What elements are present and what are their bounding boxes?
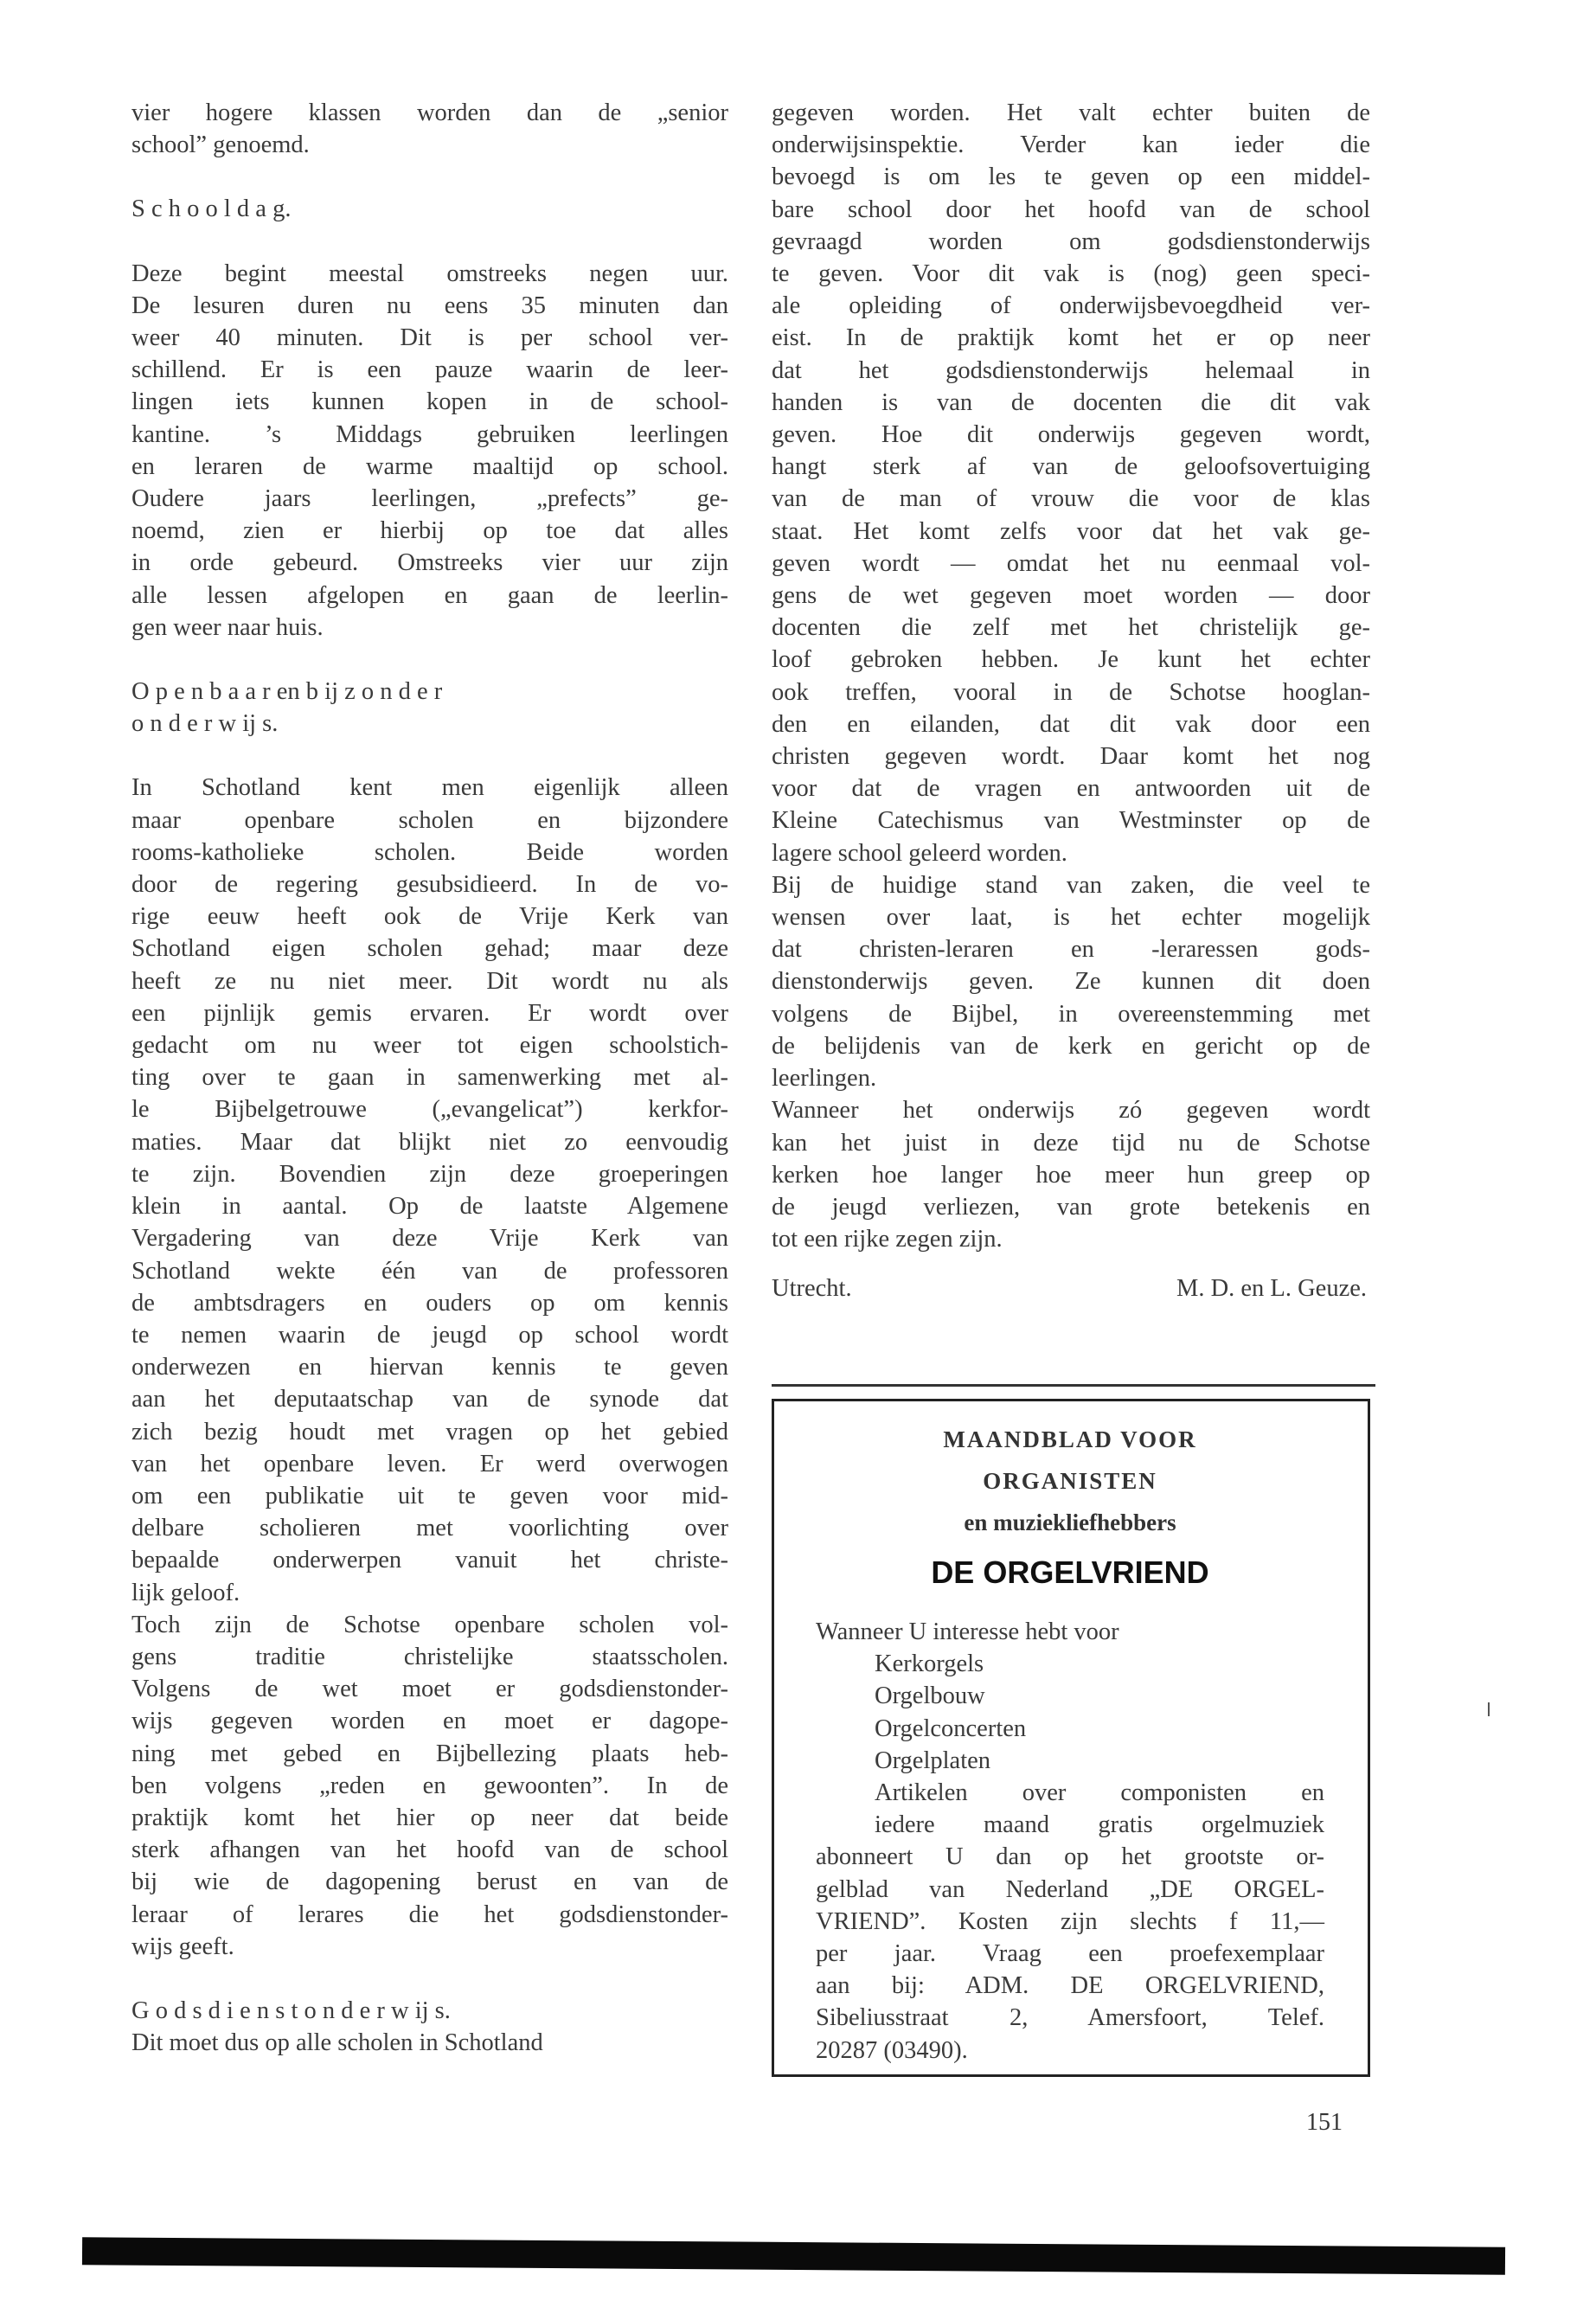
text-line: te nemen waarin de jeugd op school wordt (131, 1321, 728, 1349)
text-line: lijk geloof. (131, 1579, 240, 1606)
text-line: wijs gegeven worden en moet er dagope- (131, 1708, 728, 1735)
text-line: le Bijbelgetrouwe („evangelicat”) kerkfor- (131, 1096, 728, 1124)
text-line: kerken hoe langer hoe meer hun greep op (772, 1161, 1370, 1189)
text-line: leerlingen. (772, 1065, 877, 1093)
text-line: kantine. ’s Middags gebruiken leerlingen (131, 420, 728, 448)
text-line: om een publikatie uit te geven voor mid- (131, 1482, 728, 1509)
text-line: gen weer naar huis. (131, 613, 324, 641)
separator-rule (772, 1384, 1375, 1387)
ad-line: Sibeliusstraat 2, Amersfoort, Telef. (816, 2004, 1324, 2032)
text-line: loof gebroken hebben. Je kunt het echter (772, 646, 1370, 674)
ad-header-line3: en muziekliefhebbers (964, 1509, 1176, 1535)
text-line: door de regering gesubsidieerd. In de vo- (131, 871, 728, 899)
ad-line: aan bij: ADM. DE ORGELVRIEND, (816, 1972, 1324, 2000)
text-line: bevoegd is om les te geven op een middel- (772, 163, 1370, 191)
right-column (772, 97, 1370, 1305)
text-line: voor dat de vragen en antwoorden uit de (772, 775, 1370, 803)
section-heading: o n d e r w ij s. (131, 710, 279, 738)
ad-header-line1: MAANDBLAD VOOR (943, 1426, 1197, 1452)
left-column (131, 97, 728, 2059)
text-line: volgens de Bijbel, in overeenstemming met (772, 1000, 1370, 1028)
signature-place: Utrecht. (772, 1275, 852, 1303)
text-line: geven. Hoe dit onderwijs gegeven wordt, (772, 421, 1370, 449)
text-line: en leraren de warme maaltijd op school. (131, 452, 728, 480)
text-line: gegeven worden. Het valt echter buiten de (772, 99, 1370, 126)
ad-line: gelblad van Nederland „DE ORGEL- (816, 1875, 1324, 1903)
text-line: gens traditie christelijke staatsscholen. (131, 1643, 728, 1670)
text-line: christen gegeven wordt. Daar komt het nog (772, 743, 1370, 771)
text-line: wensen over laat, is het echter mogelijk (772, 904, 1370, 932)
text-line: docenten die zelf met het christelijk ge- (772, 614, 1370, 642)
paragraph-gap (131, 226, 728, 258)
ad-line: abonneert U dan op het grootste or- (816, 1843, 1324, 1871)
text-line: praktijk komt het hier op neer dat beide (131, 1804, 728, 1831)
text-line: Wanneer het onderwijs zó gegeven wordt (772, 1097, 1370, 1125)
text-line: ook treffen, vooral in de Schotse hooglan- (772, 678, 1370, 706)
ad-line: 20287 (03490). (816, 2036, 968, 2064)
text-line: leraar of lerares die het godsdienstonder- (131, 1900, 728, 1928)
text-line: dienstonderwijs geven. Ze kunnen dit doen (772, 968, 1370, 996)
spacer (772, 1255, 1370, 1272)
ad-topic: Kerkorgels (875, 1650, 984, 1678)
text-line: In Schotland kent men eigenlijk alleen (131, 774, 728, 802)
text-line: staat. Het komt zelfs voor dat het vak ge- (772, 517, 1370, 545)
text-line: te zijn. Bovendien zijn deze groeperingen (131, 1160, 728, 1188)
text-line: Kleine Catechismus van Westminster op de (772, 807, 1370, 835)
text-line: bij wie de dagopening berust en van de (131, 1868, 728, 1896)
text-line: De lesuren duren nu eens 35 minuten dan (131, 292, 728, 319)
footer-bar (82, 2237, 1505, 2274)
text-line: rooms-katholieke scholen. Beide worden (131, 838, 728, 866)
text-line: wijs geeft. (131, 1932, 234, 1960)
text-line: alle lessen afgelopen en gaan de leerlin- (131, 581, 728, 609)
text-line: dat christen-leraren en -leraressen gods- (772, 936, 1370, 964)
text-line: Dit moet dus op alle scholen in Schotland (131, 2029, 543, 2057)
text-line: onderwijsinspektie. Verder kan ieder die (772, 131, 1370, 159)
advertisement-box (772, 1399, 1370, 2077)
ad-topic: Orgelbouw (875, 1682, 985, 1710)
text-line: Schotland eigen scholen gehad; maar deze (131, 935, 728, 963)
signature-authors: M. D. en L. Geuze. (1176, 1275, 1367, 1303)
scan-mark (1488, 1702, 1490, 1716)
text-line: ben volgens „reden en gewoonten”. In de (131, 1772, 728, 1799)
text-line: Toch zijn de Schotse openbare scholen vol- (131, 1611, 728, 1638)
text-line: de jeugd verliezen, van grote betekenis en (772, 1193, 1370, 1221)
text-line: in orde gebeurd. Omstreeks vier uur zijn (131, 549, 728, 577)
section-heading: G o d s d i e n s t o n d e r w ij s. (131, 1997, 451, 2024)
text-line: den en eilanden, dat dit vak door een (772, 710, 1370, 738)
text-line: bepaalde onderwerpen vanuit het christe- (131, 1547, 728, 1574)
ad-line: VRIEND”. Kosten zijn slechts f 11,— (816, 1907, 1324, 1935)
text-line: te geven. Voor dit vak is (nog) geen speci- (772, 260, 1370, 288)
ad-body (816, 1616, 1324, 2067)
text-line: lingen iets kunnen kopen in de school- (131, 388, 728, 416)
text-line: Bij de huidige stand van zaken, die veel te (772, 871, 1370, 899)
text-line: Oudere jaars leerlingen, „prefects” ge- (131, 485, 728, 513)
text-line: handen is van de docenten die dit vak (772, 388, 1370, 416)
text-line: onderwezen en hiervan kennis te geven (131, 1354, 728, 1381)
text-line: gedacht om nu weer tot eigen schoolstich- (131, 1032, 728, 1060)
ad-title: DE ORGELVRIEND (931, 1554, 1209, 1590)
text-line: van het openbare leven. Er werd overwogen (131, 1450, 728, 1477)
text-line: lagere school geleerd worden. (772, 839, 1067, 867)
right-column-text (772, 97, 1370, 1255)
text-line: dat het godsdienstonderwijs helemaal in (772, 356, 1370, 384)
paragraph-gap (131, 1963, 728, 1995)
text-line: noemd, zien er hierbij op toe dat alles (131, 517, 728, 545)
ad-line: per jaar. Vraag een proefexemplaar (816, 1940, 1324, 1968)
ad-header-line2: ORGANISTEN (983, 1468, 1157, 1494)
paragraph-gap (131, 161, 728, 193)
ad-line: iedere maand gratis orgelmuziek (875, 1811, 1324, 1839)
text-line: gens de wet gegeven moet worden — door (772, 582, 1370, 610)
text-line: schillend. Er is een pauze waarin de leer- (131, 356, 728, 384)
text-line: maar openbare scholen en bijzondere (131, 806, 728, 834)
text-line: een pijnlijk gemis ervaren. Er wordt over (131, 999, 728, 1027)
text-line: Vergadering van deze Vrije Kerk van (131, 1225, 728, 1253)
ad-line: Artikelen over componisten en (875, 1779, 1324, 1807)
text-line: sterk afhangen van het hoofd van de school (131, 1836, 728, 1864)
text-line: bare school door het hoofd van de school (772, 195, 1370, 223)
text-line: ale opleiding of onderwijsbevoegdheid ver- (772, 292, 1370, 320)
text-line: van de man of vrouw die voor de klas (772, 485, 1370, 513)
text-line: Volgens de wet moet er godsdienstonder- (131, 1676, 728, 1703)
text-line: school” genoemd. (131, 131, 310, 159)
page-number: 151 (1306, 2109, 1343, 2136)
text-line: geven wordt — omdat het nu eenmaal vol- (772, 549, 1370, 577)
paragraph-gap (131, 644, 728, 676)
text-line: kan het juist in deze tijd nu de Schotse (772, 1129, 1370, 1157)
text-line: delbare scholieren met voorlichting over (131, 1515, 728, 1542)
text-line: Schotland wekte één van de professoren (131, 1257, 728, 1285)
ad-intro: Wanneer U interesse hebt voor (816, 1618, 1119, 1645)
paragraph-gap (131, 740, 728, 772)
signature (772, 1272, 1370, 1304)
text-line: Deze begint meestal omstreeks negen uur. (131, 260, 728, 287)
text-line: rige eeuw heeft ook de Vrije Kerk van (131, 903, 728, 931)
text-line: klein in aantal. Op de laatste Algemene (131, 1193, 728, 1221)
text-line: ting over te gaan in samenwerking met al- (131, 1064, 728, 1092)
text-line: aan het deputaatschap van de synode dat (131, 1386, 728, 1413)
text-line: weer 40 minuten. Dit is per school ver- (131, 324, 728, 352)
text-line: eist. In de praktijk komt het er op neer (772, 324, 1370, 352)
section-heading: S c h o o l d a g. (131, 195, 292, 223)
section-heading: O p e n b a a r en b ij z o n d e r (131, 678, 443, 706)
text-line: ning met gebed en Bijbellezing plaats heb- (131, 1740, 728, 1767)
text-line: tot een rijke zegen zijn. (772, 1226, 1003, 1253)
text-line: vier hogere klassen worden dan de „senior (131, 99, 728, 126)
ad-topic: Orgelconcerten (875, 1715, 1027, 1742)
text-line: zich bezig houdt met vragen op het gebied (131, 1418, 728, 1445)
text-line: de belijdenis van de kerk en gericht op de (772, 1032, 1370, 1060)
text-line: heeft ze nu niet meer. Dit wordt nu als (131, 967, 728, 995)
text-line: de ambtsdragers en ouders op om kennis (131, 1289, 728, 1317)
text-line: hangt sterk af van de geloofsovertuiging (772, 453, 1370, 481)
text-line: maties. Maar dat blijkt niet zo eenvoudig (131, 1128, 728, 1156)
text-line: gevraagd worden om godsdienstonderwijs (772, 228, 1370, 255)
ad-topic: Orgelplaten (875, 1747, 991, 1774)
